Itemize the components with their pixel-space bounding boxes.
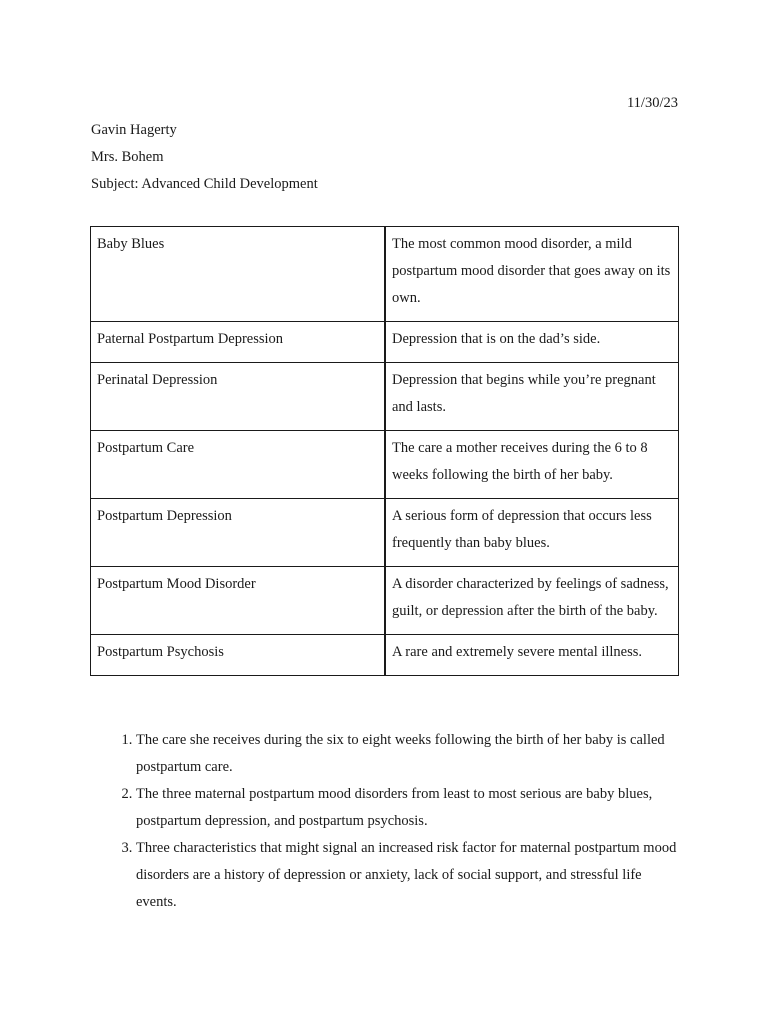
table-row bbox=[91, 499, 679, 567]
teacher-name: Mrs. Bohem bbox=[91, 149, 164, 165]
definition-cell: The care a mother receives during the 6 to 8 weeks following the birth of her baby. bbox=[385, 431, 679, 499]
list-item: 2. The three maternal postpartum mood disorders from least to most serious are baby blues, postpartum depression, and postpartum psychosis. bbox=[136, 781, 680, 835]
answers-list bbox=[90, 727, 680, 916]
definition-cell: A rare and extremely severe mental illness. bbox=[385, 635, 679, 676]
term-cell: Postpartum Mood Disorder bbox=[91, 567, 386, 635]
subject-line: Subject: Advanced Child Development bbox=[91, 176, 318, 192]
table-row bbox=[91, 567, 679, 635]
definition-cell: A serious form of depression that occurs less frequently than baby blues. bbox=[385, 499, 679, 567]
term-cell: Baby Blues bbox=[91, 227, 386, 322]
list-item: 3. Three characteristics that might signal an increased risk factor for maternal postpartum mood disorders are a history of depression or anxiety, lack of social support, and stressful life events. bbox=[136, 835, 680, 916]
table-row bbox=[91, 227, 679, 322]
term-cell: Postpartum Psychosis bbox=[91, 635, 386, 676]
term-cell: Perinatal Depression bbox=[91, 363, 386, 431]
term-cell: Postpartum Care bbox=[91, 431, 386, 499]
definition-cell: A disorder characterized by feelings of sadness, guilt, or depression after the birth of the baby. bbox=[385, 567, 679, 635]
table-row bbox=[91, 431, 679, 499]
vocabulary-table bbox=[90, 226, 679, 676]
definition-cell: Depression that is on the dad’s side. bbox=[385, 322, 679, 363]
date: 11/30/23 bbox=[626, 95, 678, 111]
term-cell: Paternal Postpartum Depression bbox=[91, 322, 386, 363]
table-row bbox=[91, 635, 679, 676]
term-cell: Postpartum Depression bbox=[91, 499, 386, 567]
student-name: Gavin Hagerty bbox=[91, 122, 177, 138]
header-block bbox=[91, 117, 318, 198]
list-item: 1. The care she receives during the six to eight weeks following the birth of her baby is called postpartum care. bbox=[136, 727, 680, 781]
definition-cell: Depression that begins while you’re pregnant and lasts. bbox=[385, 363, 679, 431]
table-row bbox=[91, 363, 679, 431]
definition-cell: The most common mood disorder, a mild postpartum mood disorder that goes away on its own. bbox=[385, 227, 679, 322]
table-row bbox=[91, 322, 679, 363]
